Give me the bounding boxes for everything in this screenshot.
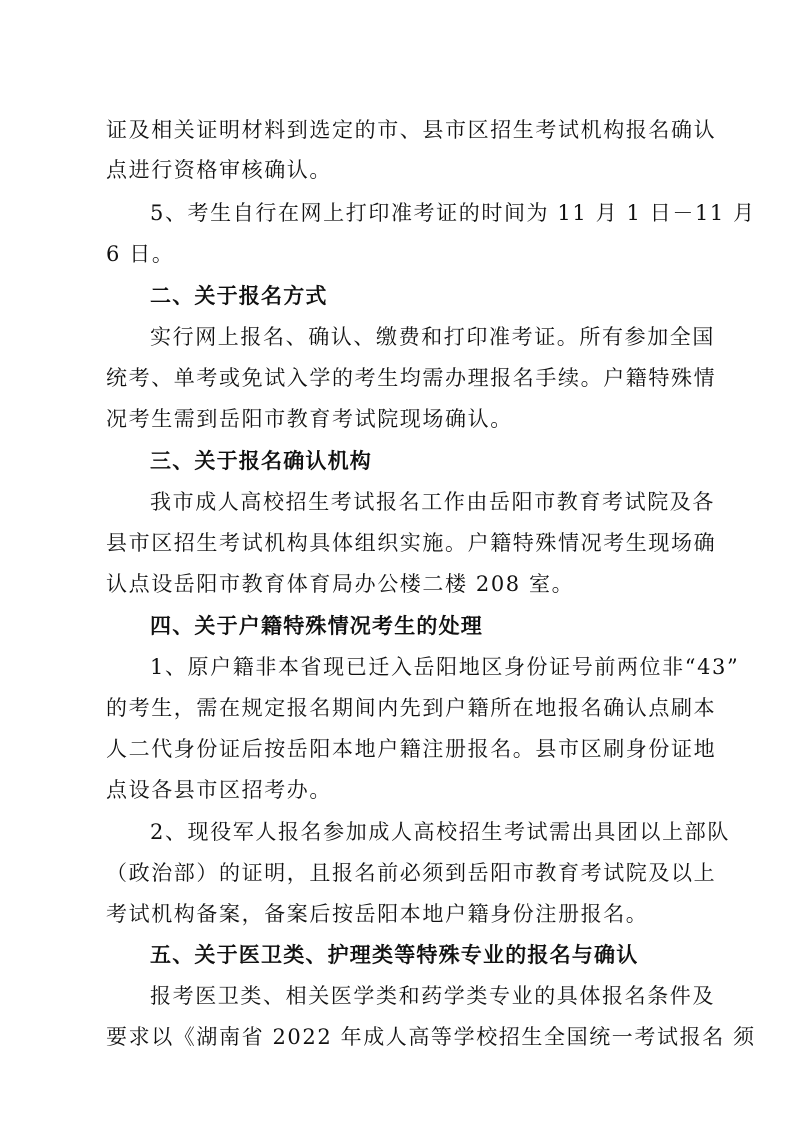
section-heading-4: 四、关于户籍特殊情况考生的处理 [150, 613, 483, 638]
paragraph-line: 统考、单考或免试入学的考生均需办理报名手续。户籍特殊情 [106, 366, 717, 390]
paragraph-line: 证及相关证明材料到选定的市、县市区招生考试机构报名确认 [106, 118, 717, 142]
section-heading-2: 二、关于报名方式 [150, 283, 328, 308]
paragraph-line: 点进行资格审核确认。 [106, 158, 332, 182]
section-heading-3: 三、关于报名确认机构 [150, 448, 372, 473]
paragraph-line: 况考生需到岳阳市教育考试院现场确认。 [106, 407, 513, 431]
paragraph-line: 报考医卫类、相关医学类和药学类专业的具体报名条件及 [150, 984, 715, 1008]
paragraph-line: 认点设岳阳市教育体育局办公楼二楼 208 室。 [106, 572, 575, 596]
paragraph-line: （政治部）的证明，且报名前必须到岳阳市教育考试院及以上 [106, 861, 717, 885]
paragraph-line: 县市区招生考试机构具体组织实施。户籍特殊情况考生现场确 [106, 531, 717, 555]
paragraph-line: 1、原户籍非本省现已迁入岳阳地区身份证号前两位非“43” [150, 655, 740, 679]
paragraph-line: 考试机构备案，备案后按岳阳本地户籍身份注册报名。 [106, 902, 649, 926]
section-heading-5: 五、关于医卫类、护理类等特殊专业的报名与确认 [150, 942, 639, 967]
paragraph-line: 我市成人高校招生考试报名工作由岳阳市教育考试院及各 [150, 490, 715, 514]
paragraph-line: 6 日。 [106, 242, 175, 266]
paragraph-line: 5、考生自行在网上打印准考证的时间为 11 月 1 日－11 月 [150, 201, 756, 225]
paragraph-line: 人二代身份证后按岳阳本地户籍注册报名。县市区刷身份证地 [106, 737, 717, 761]
paragraph-line: 2、现役军人报名参加成人高校招生考试需出具团以上部队 [150, 820, 730, 844]
paragraph-line: 点设各县市区招考办。 [106, 778, 332, 802]
paragraph-line: 要求以《湖南省 2022 年成人高等学校招生全国统一考试报名 须 [106, 1025, 756, 1049]
paragraph-line: 实行网上报名、确认、缴费和打印准考证。所有参加全国 [150, 325, 715, 349]
paragraph-line: 的考生，需在规定报名期间内先到户籍所在地报名确认点刷本 [106, 696, 717, 720]
